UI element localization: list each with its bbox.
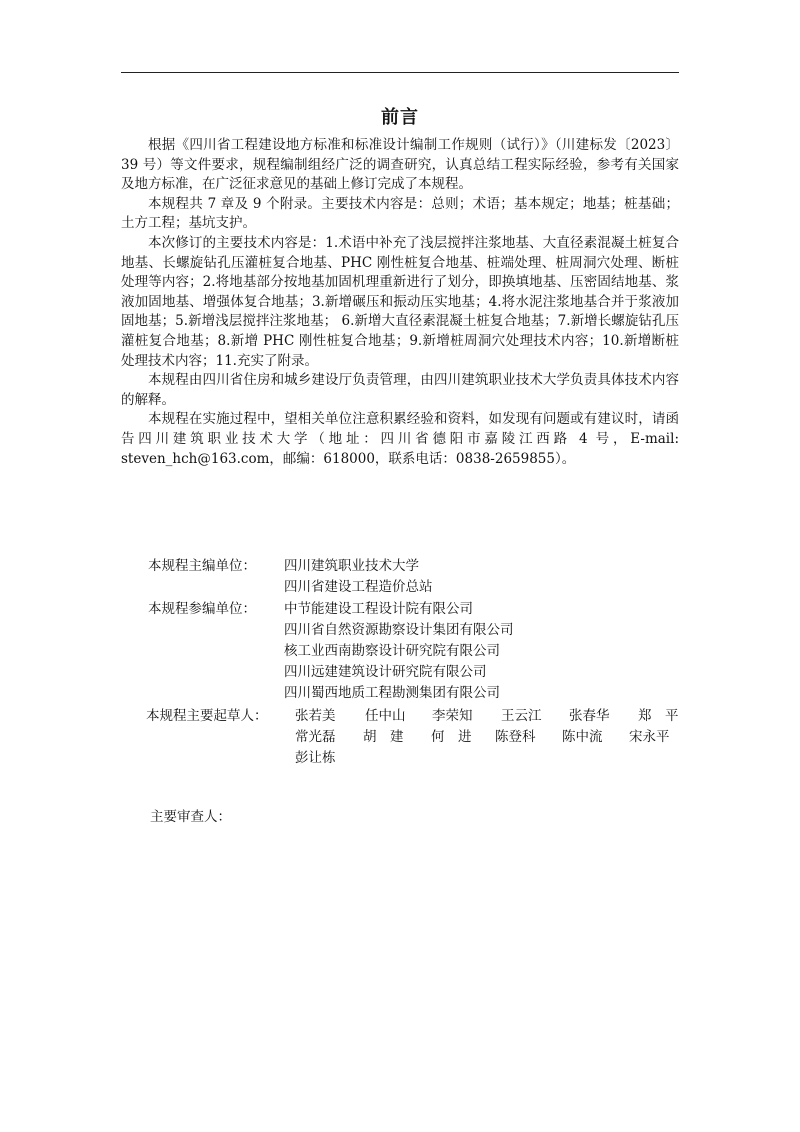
foreword-body bbox=[121, 136, 679, 469]
drafter-name: 陈中流 bbox=[562, 729, 603, 745]
drafter-name: 常光磊 bbox=[295, 729, 336, 745]
paragraph-contents: 本规程共 7 章及 9 个附录。主要技术内容是：总则；术语；基本规定；地基；桩基础；土方工程；基坑支护。 bbox=[121, 195, 679, 232]
reviewers-label: 主要审查人： bbox=[150, 809, 231, 825]
drafter-name: 张若美 bbox=[295, 708, 336, 724]
drafter-name: 任中山 bbox=[365, 708, 406, 724]
paragraph-revisions: 本次修订的主要技术内容是：1.术语中补充了浅层搅拌注浆地基、大直径素混凝土桩复合地基、长螺旋钻孔压灌桩复合地基、PHC 刚性桩复合地基、桩端处理、桩周洞穴处理、断桩处理等内容；2.将地基部分按地基加固机理重新进行了划分，即换填地基、压密固结地基、浆液加固地基、增强体复合地基；3.新增碾压和振动压实地基；4.将水泥注浆地基合并于浆液加固地基；5.新增浅层搅拌注浆地基； 6.新增大直径素混凝土桩复合地基；7.新增长螺旋钻孔压灌桩复合地基；8.新增 PHC 刚性桩复合地基；9.新增桩周洞穴处理技术内容；10.新增断桩处理技术内容；11.充实了附录。 bbox=[121, 234, 679, 369]
drafter-name: 李荣知 bbox=[432, 708, 473, 724]
chief-unit-item: 四川建筑职业技术大学 bbox=[284, 558, 419, 574]
participating-unit-item: 中节能建设工程设计院有限公司 bbox=[284, 601, 473, 617]
drafters-label: 本规程主要起草人： bbox=[146, 708, 268, 724]
page-title: 前言 bbox=[381, 107, 419, 128]
drafter-name: 郑 平 bbox=[638, 708, 679, 724]
participating-unit-item: 四川蜀西地质工程勘测集团有限公司 bbox=[284, 685, 500, 701]
drafter-name: 何 进 bbox=[431, 729, 472, 745]
paragraph-management: 本规程由四川省住房和城乡建设厅负责管理，由四川建筑职业技术大学负责具体技术内容的解释。 bbox=[121, 372, 679, 408]
drafter-name: 胡 建 bbox=[363, 729, 404, 745]
chief-units-label: 本规程主编单位： bbox=[148, 558, 256, 574]
drafter-name: 张春华 bbox=[569, 708, 610, 724]
participating-unit-item: 四川省自然资源勘察设计集团有限公司 bbox=[284, 622, 514, 638]
drafter-name: 陈登科 bbox=[495, 729, 536, 745]
drafter-name: 彭让栋 bbox=[295, 750, 336, 766]
paragraph-basis: 根据《四川省工程建设地方标准和标准设计编制工作规则（试行）》（川建标发〔2023〕39 号）等文件要求，规程编制组经广泛的调查研究，认真总结工程实际经验，参考有关国家及地方标准，在广泛征求意见的基础上修订完成了本规程。 bbox=[121, 137, 679, 193]
participating-units-label: 本规程参编单位： bbox=[148, 601, 256, 617]
paragraph-feedback: 本规程在实施过程中，望相关单位注意积累经验和资料，如发现有问题或有建议时，请函告四川建筑职业技术大学（地址：四川省德阳市嘉陵江西路 4 号，E-mail: steven_hch@163.com，邮编：618000，联系电话：0838-2659855）。 bbox=[121, 411, 679, 467]
drafter-name: 宋永平 bbox=[629, 729, 670, 745]
chief-unit-item: 四川省建设工程造价总站 bbox=[284, 579, 433, 595]
participating-unit-item: 四川远建建筑设计研究院有限公司 bbox=[284, 664, 487, 680]
participating-unit-item: 核工业西南勘察设计研究院有限公司 bbox=[284, 643, 500, 659]
header-rule bbox=[121, 72, 679, 73]
drafter-name: 王云江 bbox=[501, 708, 542, 724]
